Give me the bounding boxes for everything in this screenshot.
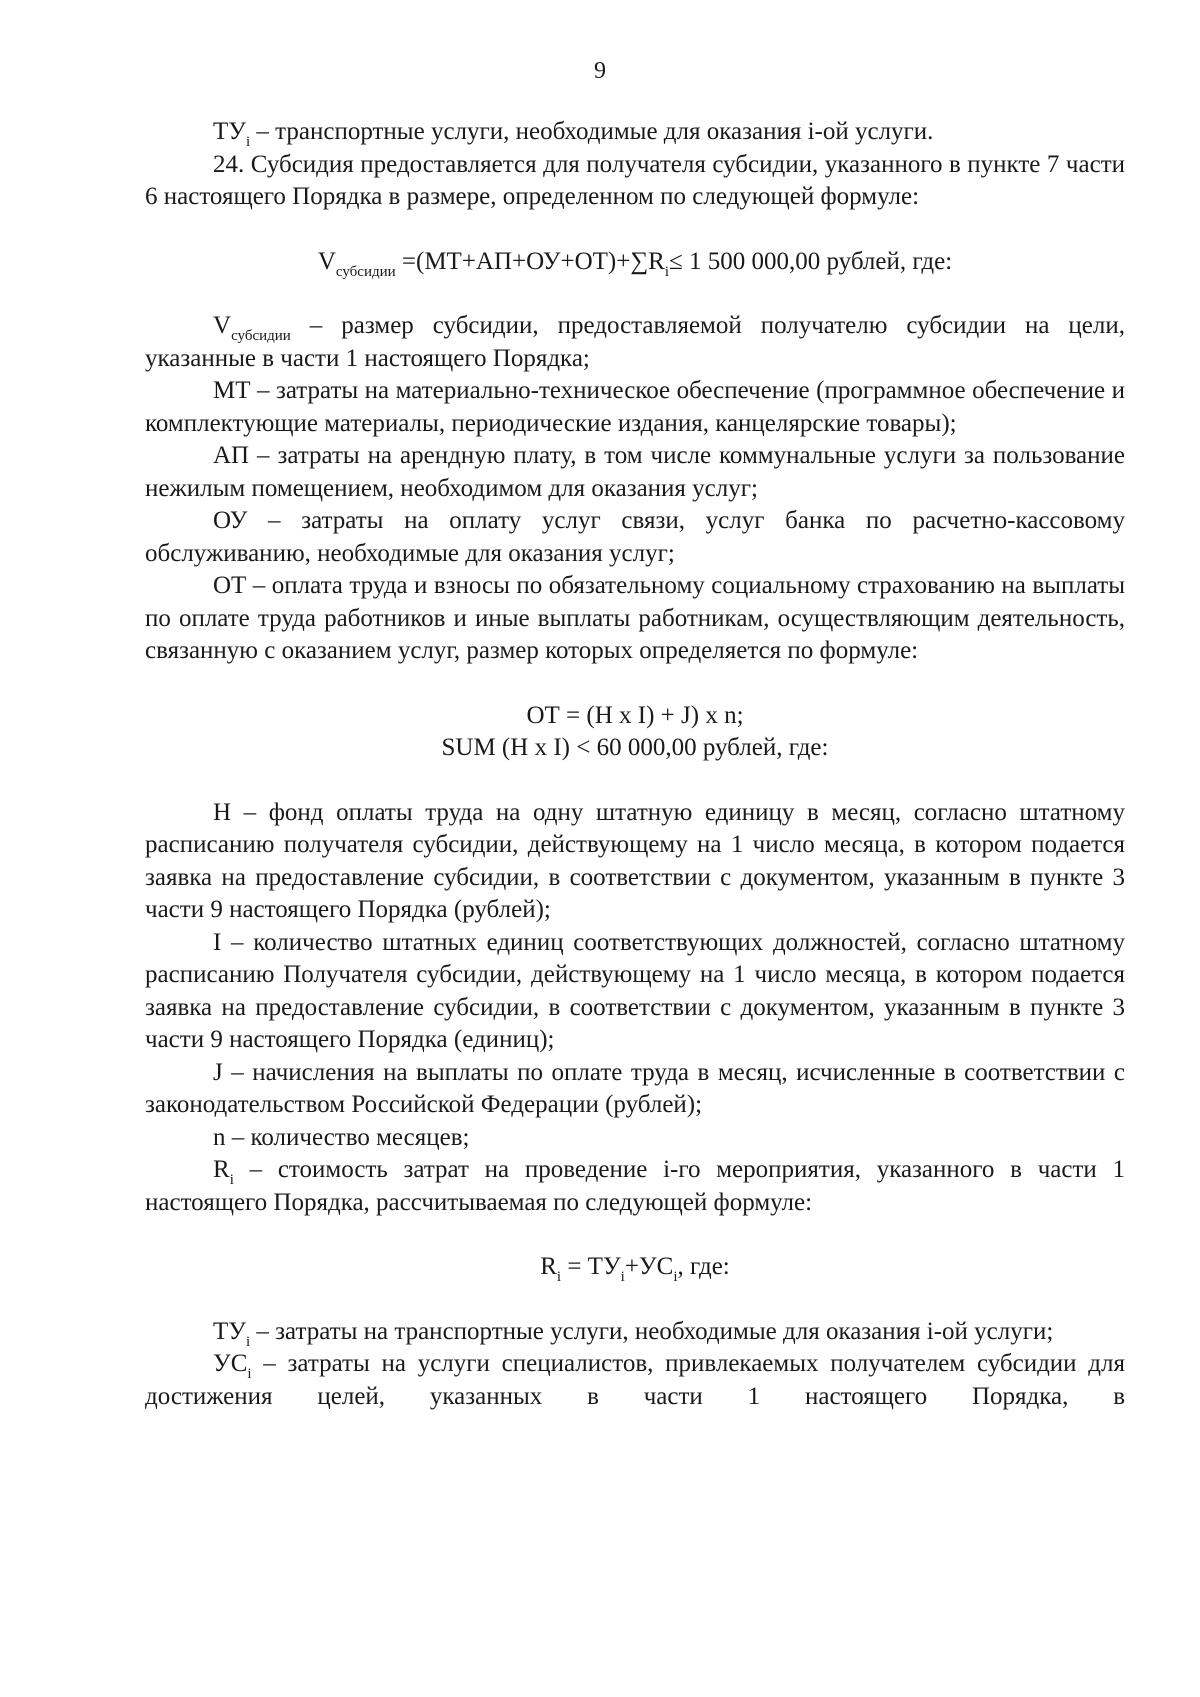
formula-ri-us-subscript: i	[673, 1269, 678, 1285]
tu-subscript: i	[245, 134, 251, 150]
def-v-text: – размер субсидии, предоставляемой получателю субсидии на цели, указанные в части 1 настоящего Порядка;	[145, 312, 1125, 372]
definition-h: H – фонд оплаты труда на одну штатную единицу в месяц, согласно штатному расписанию получателя субсидии, действующему на 1 число месяца, в котором подается заявка на предоставление субсидии, в соответствии с документом, указанным в пункте 3 части 9 настоящего Порядка (рублей);	[145, 798, 1125, 923]
def-us-text: – затраты на услуги специалистов, привлекаемых получателем субсидии для достижения целей, указанных в части 1 настоящего Порядка, в	[145, 1350, 1125, 1410]
formula-ri-tail: , где:	[677, 1253, 730, 1280]
formula-r-subscript: i	[664, 263, 670, 280]
formula-ri-us: +УС	[624, 1253, 674, 1280]
definition-tu	[145, 1316, 1125, 1349]
page-number: 9	[594, 58, 606, 84]
def-us-symbol: УС	[213, 1350, 248, 1377]
definition-ou: ОУ – затраты на оплату услуг связи, услуг банка по расчетно-кассовому обслуживанию, необходимые для оказания услуг;	[145, 507, 1125, 567]
spacer	[145, 668, 1125, 700]
formula-ri-r: R	[540, 1253, 557, 1280]
tu-intro-line	[145, 116, 1125, 149]
formula-v: V	[317, 247, 336, 275]
definition-ap: АП – затраты на арендную плату, в том числе коммунальные услуги за пользование нежилым помещением, необходимом для оказания услуг;	[145, 442, 1125, 502]
def-ri-text: – стоимость затрат на проведение i-го мероприятия, указанного в части 1 настоящего Порядка, рассчитываемая по следующей формуле:	[145, 1156, 1125, 1216]
formula-ot-limit: SUM (H x I) < 60 000,00 рублей, где:	[441, 734, 829, 761]
spacer	[145, 1219, 1125, 1251]
document-body	[145, 116, 1125, 1413]
formula-sum: =(МТ+АП+ОУ+ОТ)+∑R	[395, 247, 665, 275]
tu-intro-text: – транспортные услуги, необходимые для оказания i-ой услуги.	[250, 118, 934, 145]
formula-limit: ≤ 1 500 000,00 рублей, где:	[669, 247, 953, 275]
spacer	[145, 278, 1125, 310]
def-us-subscript: i	[247, 1366, 252, 1382]
paragraph-24: 24. Субсидия предоставляется для получателя субсидии, указанного в пункте 7 части 6 настоящего Порядка в размере, определенном по следующей формуле:	[145, 150, 1125, 210]
formula-ot: ОТ = (H x I) + J) x n;	[526, 701, 744, 729]
formula-v-subscript: субсидии	[335, 263, 396, 280]
def-tu-symbol: ТУ	[213, 1317, 246, 1345]
formula-ri-tu-subscript: i	[620, 1269, 625, 1285]
definition-ri	[145, 1154, 1125, 1219]
def-v-symbol: V	[213, 312, 232, 339]
formula-ri	[145, 1251, 1125, 1284]
definition-v	[145, 310, 1125, 375]
spacer	[145, 765, 1125, 797]
definition-mt: МТ – затраты на материально-техническое обеспечение (программное обеспечение и комплектующие материалы, периодические издания, канцелярские товары);	[145, 377, 1125, 437]
formula-subsidy	[145, 246, 1125, 279]
definition-ot: ОТ – оплата труда и взносы по обязательному социальному страхованию на выплаты по оплате труда работников и иные выплаты работникам, осуществляющим деятельность, связанную с оказанием услуг, размер которых определяется по формуле:	[145, 572, 1125, 664]
def-v-subscript: субсидии	[231, 328, 291, 344]
definition-us	[145, 1348, 1125, 1413]
spacer	[145, 1284, 1125, 1316]
tu-symbol: ТУ	[213, 118, 246, 145]
spacer	[145, 214, 1125, 246]
formula-ri-r-subscript: i	[556, 1269, 562, 1285]
def-ri-symbol: R	[213, 1156, 230, 1183]
def-tu-text: – затраты на транспортные услуги, необходимые для оказания i-ой услуги;	[250, 1317, 1054, 1345]
formula-ri-tu: = ТУ	[561, 1253, 621, 1280]
def-tu-subscript: i	[245, 1333, 251, 1350]
definition-j: J – начисления на выплаты по оплате труда в месяц, исчисленные в соответствии с законодательством Российской Федерации (рублей);	[145, 1058, 1125, 1118]
definition-n: n – количество месяцев;	[213, 1123, 470, 1151]
def-ri-subscript: i	[229, 1172, 234, 1188]
definition-i: I – количество штатных единиц соответствующих должностей, согласно штатному расписанию Получателя субсидии, действующему на 1 число месяца, в котором подается заявка на предоставление субсидии, в соответствии с документом, указанным в пункте 3 части 9 настоящего Порядка (единиц);	[145, 928, 1125, 1053]
